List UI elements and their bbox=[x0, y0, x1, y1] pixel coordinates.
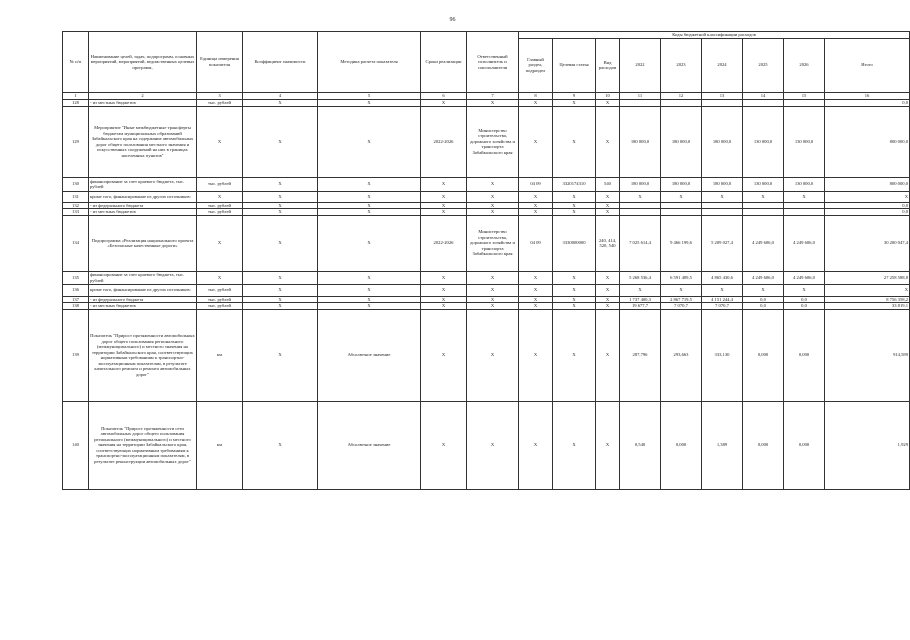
section-code-cell: X bbox=[519, 209, 553, 216]
method-cell: X bbox=[318, 284, 421, 296]
responsible-cell: X bbox=[467, 99, 519, 106]
year-value-cell: 0,000 bbox=[661, 401, 702, 489]
row-name-cell: кроме того, финансирование из других источников: bbox=[89, 191, 197, 202]
row-number-cell: 138 bbox=[63, 303, 89, 310]
term-cell: 2022-2026 bbox=[421, 106, 467, 177]
header-expense-type: Вид расходов bbox=[596, 38, 620, 92]
year-value-cell: 180 000,0 bbox=[620, 106, 661, 177]
total-cell: 914,589 bbox=[825, 309, 910, 401]
unit-cell: X bbox=[197, 271, 243, 284]
year-value-cell: X bbox=[743, 191, 784, 202]
year-value-cell: 287,796 bbox=[620, 309, 661, 401]
target-article-cell: 3320174310 bbox=[553, 177, 596, 191]
year-value-cell: X bbox=[702, 191, 743, 202]
column-number: 10 bbox=[596, 92, 620, 99]
year-value-cell: 130 000,0 bbox=[743, 106, 784, 177]
total-cell: 33 819,1 bbox=[825, 303, 910, 310]
column-number: 8 bbox=[519, 92, 553, 99]
row-number-cell: 129 bbox=[63, 106, 89, 177]
unit-cell: тыс. рублей bbox=[197, 202, 243, 209]
unit-cell: тыс. рублей bbox=[197, 99, 243, 106]
year-value-cell: X bbox=[784, 284, 825, 296]
section-code-cell: X bbox=[519, 106, 553, 177]
responsible-cell: Министерство строительства, дорожного хозяйства и транспорта Забайкальского края bbox=[467, 215, 519, 271]
expense-type-cell: X bbox=[596, 209, 620, 216]
total-cell: 0,0 bbox=[825, 202, 910, 209]
year-value-cell bbox=[743, 99, 784, 106]
expense-type-cell: X bbox=[596, 284, 620, 296]
year-value-cell: 6 591 409,5 bbox=[661, 271, 702, 284]
table-row bbox=[63, 106, 910, 177]
coefficient-cell: X bbox=[243, 202, 318, 209]
section-code-cell: 04 09 bbox=[519, 177, 553, 191]
row-name-cell: финансирование за счет краевого бюджета, тыс. рублей bbox=[89, 271, 197, 284]
year-value-cell bbox=[784, 99, 825, 106]
method-cell: Абсолютное значение bbox=[318, 401, 421, 489]
column-number: 3 bbox=[197, 92, 243, 99]
header-budget-codes: Коды бюджетной классификации расходов bbox=[519, 32, 910, 39]
year-value-cell: 0,0 bbox=[743, 296, 784, 303]
year-value-cell: 4 249 606,0 bbox=[784, 271, 825, 284]
year-value-cell: 180 000,0 bbox=[620, 177, 661, 191]
expense-type-cell: X bbox=[596, 296, 620, 303]
table-row bbox=[63, 191, 910, 202]
page-number: 96 bbox=[449, 17, 456, 23]
expense-type-cell: X bbox=[596, 99, 620, 106]
coefficient-cell: X bbox=[243, 177, 318, 191]
header-coefficient: Коэффициент значимости bbox=[243, 32, 318, 93]
term-cell: X bbox=[421, 284, 467, 296]
table-row bbox=[63, 284, 910, 296]
year-value-cell: 130 000,0 bbox=[784, 177, 825, 191]
header-year: 2024 bbox=[702, 38, 743, 92]
row-number-cell: 133 bbox=[63, 209, 89, 216]
year-value-cell: 0,000 bbox=[784, 401, 825, 489]
expense-type-cell: X bbox=[596, 309, 620, 401]
year-value-cell: 5 268 536,4 bbox=[620, 271, 661, 284]
method-cell: X bbox=[318, 215, 421, 271]
coefficient-cell: X bbox=[243, 191, 318, 202]
term-cell: X bbox=[421, 303, 467, 310]
row-number-cell: 128 bbox=[63, 99, 89, 106]
section-code-cell: 04 09 bbox=[519, 215, 553, 271]
term-cell: X bbox=[421, 401, 467, 489]
expense-type-cell: X bbox=[596, 106, 620, 177]
table-row bbox=[63, 309, 910, 401]
year-value-cell: 7 025 614,4 bbox=[620, 215, 661, 271]
column-number: 5 bbox=[318, 92, 421, 99]
method-cell: X bbox=[318, 271, 421, 284]
unit-cell: тыс. рублей bbox=[197, 284, 243, 296]
term-cell: X bbox=[421, 177, 467, 191]
year-value-cell: 0,000 bbox=[743, 309, 784, 401]
unit-cell: тыс. рублей bbox=[197, 209, 243, 216]
term-cell: X bbox=[421, 202, 467, 209]
responsible-cell: Министерство строительства, дорожного хозяйства и транспорта Забайкальского края bbox=[467, 106, 519, 177]
year-value-cell bbox=[620, 99, 661, 106]
row-number-cell: 136 bbox=[63, 284, 89, 296]
term-cell: X bbox=[421, 191, 467, 202]
year-value-cell: 333,130 bbox=[702, 309, 743, 401]
section-code-cell: X bbox=[519, 202, 553, 209]
row-name-cell: кроме того, финансирование из других источников: bbox=[89, 284, 197, 296]
row-name-cell: - из местных бюджетов bbox=[89, 209, 197, 216]
header-total: Итого bbox=[825, 38, 910, 92]
target-article-cell: 3330000000 bbox=[553, 215, 596, 271]
year-value-cell bbox=[661, 99, 702, 106]
year-value-cell: X bbox=[620, 284, 661, 296]
program-table bbox=[62, 31, 910, 490]
row-number-cell: 137 bbox=[63, 296, 89, 303]
year-value-cell: 4 865 430,6 bbox=[702, 271, 743, 284]
method-cell: X bbox=[318, 209, 421, 216]
expense-type-cell: 240, 414, 520, 540 bbox=[596, 215, 620, 271]
responsible-cell: X bbox=[467, 309, 519, 401]
year-value-cell bbox=[702, 99, 743, 106]
responsible-cell: X bbox=[467, 177, 519, 191]
responsible-cell: X bbox=[467, 303, 519, 310]
header-year: 2025 bbox=[743, 38, 784, 92]
row-name-cell: - из местных бюджетов bbox=[89, 99, 197, 106]
total-cell: 30 200 047,4 bbox=[825, 215, 910, 271]
year-value-cell: 7 070,7 bbox=[702, 303, 743, 310]
responsible-cell: X bbox=[467, 296, 519, 303]
year-value-cell: 0,000 bbox=[784, 309, 825, 401]
expense-type-cell: X bbox=[596, 303, 620, 310]
target-article-cell: X bbox=[553, 202, 596, 209]
method-cell: X bbox=[318, 177, 421, 191]
year-value-cell: 5 209 027,4 bbox=[702, 215, 743, 271]
target-article-cell: X bbox=[553, 284, 596, 296]
expense-type-cell: X bbox=[596, 401, 620, 489]
section-code-cell: X bbox=[519, 271, 553, 284]
total-cell: 0,0 bbox=[825, 99, 910, 106]
expense-type-cell: X bbox=[596, 191, 620, 202]
term-cell: X bbox=[421, 99, 467, 106]
table-row bbox=[63, 401, 910, 489]
column-number: 16 bbox=[825, 92, 910, 99]
table-row bbox=[63, 271, 910, 284]
header-unit: Единица измерения показателя bbox=[197, 32, 243, 93]
year-value-cell: 130 000,0 bbox=[784, 106, 825, 177]
unit-cell: тыс. рублей bbox=[197, 303, 243, 310]
row-number-cell: 132 bbox=[63, 202, 89, 209]
coefficient-cell: X bbox=[243, 284, 318, 296]
year-value-cell: 0,0 bbox=[784, 303, 825, 310]
expense-type-cell: X bbox=[596, 271, 620, 284]
method-cell: X bbox=[318, 202, 421, 209]
coefficient-cell: X bbox=[243, 215, 318, 271]
section-code-cell: X bbox=[519, 401, 553, 489]
responsible-cell: X bbox=[467, 401, 519, 489]
unit-cell: X bbox=[197, 106, 243, 177]
row-name-cell: - из федерального бюджета bbox=[89, 202, 197, 209]
total-cell: 8 756 358,2 bbox=[825, 296, 910, 303]
row-name-cell: - из местных бюджетов bbox=[89, 303, 197, 310]
term-cell: X bbox=[421, 309, 467, 401]
coefficient-cell: X bbox=[243, 303, 318, 310]
expense-type-cell: X bbox=[596, 202, 620, 209]
year-value-cell: 9 466 199,6 bbox=[661, 215, 702, 271]
row-number-cell: 135 bbox=[63, 271, 89, 284]
target-article-cell: X bbox=[553, 191, 596, 202]
row-number-cell: 134 bbox=[63, 215, 89, 271]
row-name-cell: Подпрограмма «Реализация национального проекта «Безопасные качественные дороги» bbox=[89, 215, 197, 271]
row-name-cell: Мероприятие "Иные межбюджетные трансферты бюджетам муниципальных образований Забайкальского края на содержание автомобильных дорог общего пользования местного значения и искусственных сооружений на них в границах населенных пунктов" bbox=[89, 106, 197, 177]
header-year: 2022 bbox=[620, 38, 661, 92]
method-cell: Абсолютное значение bbox=[318, 309, 421, 401]
total-cell: 27 258 588,8 bbox=[825, 271, 910, 284]
unit-cell: тыс. рублей bbox=[197, 177, 243, 191]
header-term: Сроки реализации bbox=[421, 32, 467, 93]
total-cell: 800 000,0 bbox=[825, 106, 910, 177]
table-row bbox=[63, 99, 910, 106]
target-article-cell: X bbox=[553, 209, 596, 216]
year-value-cell: 293,663 bbox=[661, 309, 702, 401]
year-value-cell: 180 000,0 bbox=[661, 177, 702, 191]
method-cell: X bbox=[318, 191, 421, 202]
responsible-cell: X bbox=[467, 271, 519, 284]
column-number-row bbox=[63, 92, 910, 99]
method-cell: X bbox=[318, 303, 421, 310]
year-value-cell: 180 000,0 bbox=[661, 106, 702, 177]
table-row bbox=[63, 215, 910, 271]
term-cell: X bbox=[421, 296, 467, 303]
column-number: 14 bbox=[743, 92, 784, 99]
year-value-cell: X bbox=[743, 284, 784, 296]
responsible-cell: X bbox=[467, 191, 519, 202]
year-value-cell: 180 000,0 bbox=[702, 177, 743, 191]
row-name-cell: Показатель "Прирост протяженности сети автомобильных дорог общего пользования регионального (межмуниципального) и местного значения на территории Забайкальского края, соответствующих нормативным требованиям к транспортно-эксплуатационным показателям, в результате реконструкции автомобильных дорог" bbox=[89, 401, 197, 489]
row-name-cell: - из федерального бюджета bbox=[89, 296, 197, 303]
column-number: 12 bbox=[661, 92, 702, 99]
header-year: 2026 bbox=[784, 38, 825, 92]
header-name: Наименование целей, задач, подпрограмм, основных мероприятий, мероприятий, ведомственных целевых программ, bbox=[89, 32, 197, 93]
year-value-cell: X bbox=[661, 191, 702, 202]
column-number: 15 bbox=[784, 92, 825, 99]
row-number-cell: 130 bbox=[63, 177, 89, 191]
year-value-cell: 180 000,0 bbox=[702, 106, 743, 177]
row-number-cell: 139 bbox=[63, 309, 89, 401]
coefficient-cell: X bbox=[243, 271, 318, 284]
year-value-cell: 1,389 bbox=[702, 401, 743, 489]
method-cell: X bbox=[318, 296, 421, 303]
column-number: 4 bbox=[243, 92, 318, 99]
row-number-cell: 140 bbox=[63, 401, 89, 489]
section-code-cell: X bbox=[519, 191, 553, 202]
column-number: 9 bbox=[553, 92, 596, 99]
column-number: 11 bbox=[620, 92, 661, 99]
target-article-cell: X bbox=[553, 106, 596, 177]
unit-cell: тыс. рублей bbox=[197, 296, 243, 303]
section-code-cell: X bbox=[519, 99, 553, 106]
row-number-cell: 131 bbox=[63, 191, 89, 202]
coefficient-cell: X bbox=[243, 99, 318, 106]
year-value-cell: 1 737 400,3 bbox=[620, 296, 661, 303]
row-name-cell: Показатель "Прирост протяженности автомобильных дорог общего пользования регионального (межмуниципального) и местного значения на территории Забайкальского края, соответствующих нормативным требованиям к транспортно-эксплуатационным показателям, в результате капитального ремонта и ремонта автомобильных дорог" bbox=[89, 309, 197, 401]
year-value-cell: 4 249 606,0 bbox=[743, 215, 784, 271]
row-name-cell: финансирование за счет краевого бюджета, тыс. рублей bbox=[89, 177, 197, 191]
expense-type-cell: 540 bbox=[596, 177, 620, 191]
year-value-cell: 0,0 bbox=[784, 296, 825, 303]
year-value-cell: 4 249 606,0 bbox=[784, 215, 825, 271]
target-article-cell: X bbox=[553, 303, 596, 310]
header-method: Методика расчета показателя bbox=[318, 32, 421, 93]
year-value-cell: X bbox=[620, 191, 661, 202]
year-value-cell: 0,0 bbox=[743, 303, 784, 310]
year-value-cell: 0,000 bbox=[743, 401, 784, 489]
total-cell: 0,0 bbox=[825, 209, 910, 216]
column-number: 1 bbox=[63, 92, 89, 99]
year-value-cell: 4 249 606,0 bbox=[743, 271, 784, 284]
term-cell: 2022-2026 bbox=[421, 215, 467, 271]
header-section: Главный раздел, подраздел bbox=[519, 38, 553, 92]
coefficient-cell: X bbox=[243, 296, 318, 303]
year-value-cell: 0,540 bbox=[620, 401, 661, 489]
year-value-cell: 130 000,0 bbox=[743, 177, 784, 191]
term-cell: X bbox=[421, 271, 467, 284]
year-value-cell: X bbox=[661, 284, 702, 296]
target-article-cell: X bbox=[553, 309, 596, 401]
coefficient-cell: X bbox=[243, 106, 318, 177]
column-number: 2 bbox=[89, 92, 197, 99]
target-article-cell: X bbox=[553, 296, 596, 303]
year-value-cell: X bbox=[784, 191, 825, 202]
method-cell: X bbox=[318, 106, 421, 177]
target-article-cell: X bbox=[553, 99, 596, 106]
column-number: 13 bbox=[702, 92, 743, 99]
method-cell: X bbox=[318, 99, 421, 106]
header-responsible: Ответственный исполнитель и соисполнители bbox=[467, 32, 519, 93]
section-code-cell: X bbox=[519, 309, 553, 401]
section-code-cell: X bbox=[519, 296, 553, 303]
total-cell: X bbox=[825, 284, 910, 296]
year-value-cell: 19 677,7 bbox=[620, 303, 661, 310]
year-value-cell: 4 151 244,4 bbox=[702, 296, 743, 303]
column-number: 7 bbox=[467, 92, 519, 99]
target-article-cell: X bbox=[553, 271, 596, 284]
section-code-cell: X bbox=[519, 303, 553, 310]
year-value-cell: X bbox=[702, 284, 743, 296]
unit-cell: X bbox=[197, 215, 243, 271]
responsible-cell: X bbox=[467, 284, 519, 296]
unit-cell: км bbox=[197, 401, 243, 489]
header-target-article: Целевая статья bbox=[553, 38, 596, 92]
unit-cell: X bbox=[197, 191, 243, 202]
coefficient-cell: X bbox=[243, 401, 318, 489]
column-number: 6 bbox=[421, 92, 467, 99]
total-cell: 1,929 bbox=[825, 401, 910, 489]
unit-cell: км bbox=[197, 309, 243, 401]
header-number: № п/п bbox=[63, 32, 89, 93]
coefficient-cell: X bbox=[243, 209, 318, 216]
section-code-cell: X bbox=[519, 284, 553, 296]
responsible-cell: X bbox=[467, 209, 519, 216]
responsible-cell: X bbox=[467, 202, 519, 209]
table-row bbox=[63, 177, 910, 191]
total-cell: 800 000,0 bbox=[825, 177, 910, 191]
target-article-cell: X bbox=[553, 401, 596, 489]
header-year: 2023 bbox=[661, 38, 702, 92]
term-cell: X bbox=[421, 209, 467, 216]
year-value-cell: 2 867 719,5 bbox=[661, 296, 702, 303]
year-value-cell: 7 070,7 bbox=[661, 303, 702, 310]
total-cell: X bbox=[825, 191, 910, 202]
coefficient-cell: X bbox=[243, 309, 318, 401]
